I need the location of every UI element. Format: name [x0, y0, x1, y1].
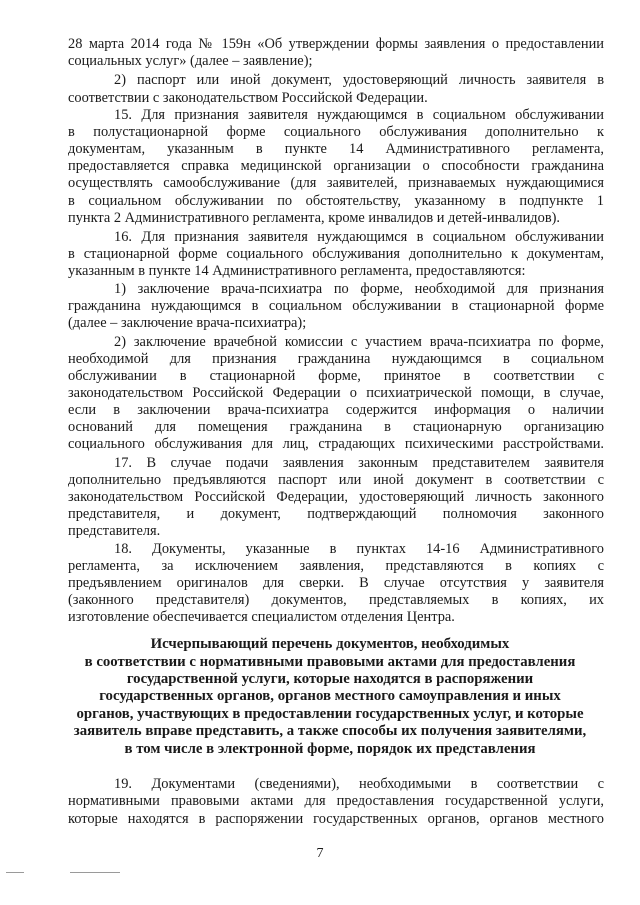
body-text-line: 2) паспорт или иной документ, удостоверяющий личность заявителя в [114, 72, 604, 88]
footer-mark-right [70, 872, 120, 873]
heading-line: органов, участвующих в предоставлении государственных услуг, и которые [76, 706, 584, 722]
body-text-line: представителя. [68, 523, 161, 539]
body-text-line: законодательством Российской Федерации о психиатрической помощи, в случае, [68, 385, 604, 401]
heading-line: заявитель вправе представить, а также способы их получения заявителями, [73, 723, 587, 739]
body-text-line: оснований для помещения гражданина в стационарную организацию [68, 419, 604, 435]
body-text-line: гражданина нуждающимся в социальном обслуживании в стационарной форме [68, 298, 604, 314]
heading-line: государственной услуги, которые находятся в распоряжении [126, 671, 534, 687]
body-text-line: 28 марта 2014 года № 159н «Об утверждении формы заявления о предоставлении [68, 36, 604, 52]
body-text-line: необходимой для признания гражданина нуждающимся в социальном [68, 351, 604, 367]
body-text-line: в полустационарной форме социального обслуживания дополнительно к [68, 124, 604, 140]
paragraph-line: нормативными правовыми актами для предоставления государственной услуги, [68, 793, 604, 809]
paragraph-line: 19. Документами (сведениями), необходимыми в соответствии с [114, 776, 604, 792]
body-text-line: предъявлением оригиналов для сверки. В случае отсутствия у заявителя [68, 575, 604, 591]
body-text-line: дополнительно предъявляются паспорт или иной документ в соответствии с [68, 472, 604, 488]
body-text-line: обслуживании в стационарной форме, принятое в соответствии с [68, 368, 604, 384]
body-text-line: социального обслуживания для лиц, страдающих психическими расстройствами. [68, 436, 604, 452]
body-text-line: (далее – заключение врача-психиатра); [68, 315, 307, 331]
body-text-line: документам, указанным в пункте 14 Административного регламента, [68, 141, 604, 157]
body-text-line: 15. Для признания заявителя нуждающимся в социальном обслуживании [114, 107, 604, 123]
heading-line: в соответствии с нормативными правовыми актами для предоставления [84, 654, 576, 670]
heading-line: Исчерпывающий перечень документов, необходимых [150, 636, 510, 652]
body-text-line: осуществлять самообслуживание (для заявителей, признаваемых нуждающимися [68, 175, 604, 191]
body-text-line: соответствии с законодательством Российской Федерации. [68, 90, 428, 106]
body-text-line: изготовление обеспечивается специалистом отделения Центра. [68, 609, 455, 625]
body-text-line: законодательством Российской Федерации, удостоверяющий личность законного [68, 489, 604, 505]
footer-mark-left [6, 872, 24, 873]
body-text-line: социальных услуг» (далее – заявление); [68, 53, 313, 69]
body-text-line: 2) заключение врачебной комиссии с участием врача-психиатра по форме, [114, 334, 604, 350]
body-text-line: в социальном обслуживании по обстоятельству, указанному в подпункте 1 [68, 193, 604, 209]
body-text-line: предоставляется справка медицинской организации о способности гражданина [68, 158, 604, 174]
body-text-line: (законного представителя) документов, представляемых в копиях, их [68, 592, 604, 608]
body-text-line: 1) заключение врача-психиатра по форме, необходимой для признания [114, 281, 604, 297]
page-number: 7 [316, 846, 324, 861]
body-text-line: 16. Для признания заявителя нуждающимся в социальном обслуживании [114, 229, 604, 245]
heading-line: государственных органов, органов местного самоуправления и иных [99, 688, 561, 704]
body-text-line: если в заключении врача-психиатра содержится информация о наличии [68, 402, 604, 418]
body-text-line: регламента, за исключением заявления, представляются в копиях с [68, 558, 604, 574]
body-text-line: представителя, и документ, подтверждающий полномочия законного [68, 506, 604, 522]
body-text-line: 17. В случае подачи заявления законным представителем заявителя [114, 455, 604, 471]
body-text-line: в стационарной форме социального обслуживания дополнительно к документам, [68, 246, 604, 262]
body-text-line: пункта 2 Административного регламента, кроме инвалидов и детей-инвалидов). [68, 210, 561, 226]
heading-line: в том числе в электронной форме, порядок их представления [124, 741, 536, 757]
paragraph-line: которые находятся в распоряжении государственных органов, органов местного [68, 811, 604, 827]
body-text-line: 18. Документы, указанные в пунктах 14-16 Административного [114, 541, 604, 557]
body-text-line: указанным в пункте 14 Административного регламента, предоставляются: [68, 263, 526, 279]
